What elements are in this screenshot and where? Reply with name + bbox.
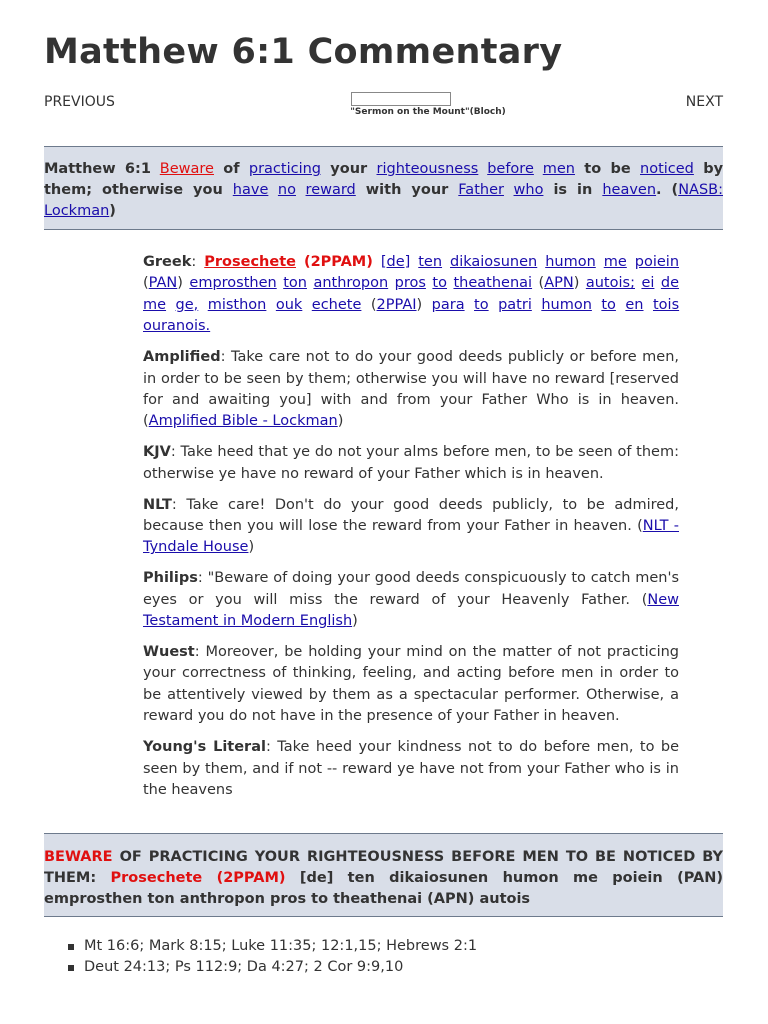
verse-text: ): [109, 203, 116, 219]
greek-word-anthropon[interactable]: anthropon: [313, 275, 389, 292]
list-item: [66, 936, 477, 957]
nlt-source-link[interactable]: NLT - Tyndale House: [143, 517, 679, 556]
greek-word-emprosthen[interactable]: emprosthen: [189, 275, 277, 292]
greek-word-prosechete[interactable]: Prosechete: [204, 254, 296, 270]
next-link[interactable]: NEXT: [685, 94, 723, 110]
word-link-have[interactable]: have: [232, 182, 269, 198]
word-link-righteousness[interactable]: righteousness: [376, 161, 479, 177]
verse-text: . (: [656, 182, 679, 198]
source-link-nasb[interactable]: NASB: Lockman: [44, 182, 723, 219]
amplified-source-link[interactable]: Amplified Bible - Lockman: [148, 413, 338, 430]
greek-word-humon[interactable]: humon: [545, 254, 596, 270]
wuest-label: Wuest: [143, 644, 195, 660]
verse-text: is in: [543, 182, 603, 198]
word-link-reward[interactable]: reward: [305, 182, 356, 198]
youngs-text: : Take heed your kindness not to do before men, to be seen by them, and if not -- reward ye have not from your Father who is in the heavens: [143, 739, 679, 798]
parsing-2ppam: (2PPAM): [303, 254, 373, 270]
bullet-icon: [68, 944, 74, 950]
verse-reference: Matthew 6:1: [44, 161, 151, 177]
paren-close: ): [337, 413, 344, 430]
greek-label: Greek: [143, 254, 192, 270]
word-link-beware[interactable]: Beware: [159, 161, 214, 177]
nlt-text: : Take care! Don't do your good deeds publicly, to be admired, because then you will lose the reward from your Father in heaven. (: [143, 496, 679, 534]
greek-word-to-2[interactable]: to: [474, 296, 489, 313]
wuest-text: : Moreover, be holding your mind on the matter of not practicing your correctness of thinking, feeling, and acting before men in order to be attentively viewed by them as a spectacular performer. Otherwise, a reward you do not have in the presence of your Father in heaven.: [143, 644, 679, 725]
greek-word-to[interactable]: to: [432, 275, 447, 292]
greek-word-patri[interactable]: patri: [498, 296, 532, 313]
reference-text: Deut 24:13; Ps 112:9; Da 4:27; 2 Cor 9:9,10: [84, 959, 404, 975]
greek-word-echete[interactable]: echete: [311, 296, 362, 313]
verse-text: with your: [355, 182, 459, 198]
word-link-heaven[interactable]: heaven: [602, 182, 657, 198]
page-title: Matthew 6:1 Commentary: [44, 32, 563, 72]
parsing-link-pan[interactable]: PAN: [148, 275, 178, 292]
sermon-image-placeholder: [351, 92, 451, 106]
greek-word-ei[interactable]: ei: [641, 275, 655, 292]
wuest-paragraph: [143, 642, 679, 728]
bullet-icon: [68, 965, 74, 971]
reference-text: Mt 16:6; Mark 8:15; Luke 11:35; 12:1,15; Hebrews 2:1: [84, 938, 478, 954]
word-link-no[interactable]: no: [277, 182, 296, 198]
greek-word-autois[interactable]: autois;: [585, 275, 635, 292]
youngs-label: Young's Literal: [143, 739, 266, 756]
verse-text: of: [213, 161, 249, 177]
parsing-link-apn[interactable]: APN: [544, 275, 574, 292]
heading-greek-prosechete: Prosechete (2PPAM): [110, 870, 286, 886]
section-heading: [44, 833, 723, 917]
greek-word-to-3[interactable]: to: [601, 296, 616, 313]
greek-word-me-2[interactable]: me: [143, 296, 167, 313]
greek-word-ouranois[interactable]: ouranois.: [143, 318, 211, 335]
greek-word-tois[interactable]: tois: [652, 296, 680, 313]
greek-word-ten[interactable]: ten: [418, 254, 443, 270]
amplified-label: Amplified: [143, 349, 221, 366]
word-link-before[interactable]: before: [487, 161, 534, 177]
greek-word-para[interactable]: para: [431, 296, 465, 313]
list-item: [66, 957, 477, 978]
greek-word-poiein[interactable]: poiein: [634, 254, 680, 270]
paren-close: ): [352, 613, 358, 630]
youngs-paragraph: [143, 737, 679, 801]
translations-section: [143, 252, 679, 811]
nlt-paragraph: [143, 495, 679, 559]
amplified-text: : Take care not to do your good deeds publicly or before men, in order to be seen by them; otherwise you will have no reward [reserved for and awaiting you] with and from your Father Who is in heaven. (: [143, 349, 679, 430]
philips-paragraph: [143, 568, 679, 632]
word-link-who[interactable]: who: [513, 182, 544, 198]
verse-box: [44, 146, 723, 230]
kjv-label: KJV: [143, 444, 171, 461]
greek-word-de[interactable]: [de]: [380, 254, 411, 270]
amplified-paragraph: [143, 347, 679, 433]
greek-word-dikaiosunen[interactable]: dikaiosunen: [450, 254, 538, 270]
word-link-men[interactable]: men: [542, 161, 575, 177]
greek-word-ge[interactable]: ge,: [175, 296, 199, 313]
greek-word-ton[interactable]: ton: [283, 275, 307, 292]
philips-text: : "Beware of doing your good deeds conspicuously to catch men's eyes or you will miss the reward of your Heavenly Father. (: [143, 570, 679, 608]
philips-label: Philips: [143, 570, 198, 587]
heading-text: OF PRACTICING YOUR RIGHTEOUSNESS BEFORE MEN TO BE NOTICED BY THEM:: [44, 849, 723, 886]
parsing-link-2ppai[interactable]: 2PPAI: [376, 296, 417, 313]
cross-references-list: [66, 936, 477, 978]
greek-word-de-2[interactable]: de: [660, 275, 680, 292]
greek-word-misthon[interactable]: misthon: [207, 296, 267, 313]
greek-word-pros[interactable]: pros: [394, 275, 426, 292]
sermon-caption: "Sermon on the Mount"(Bloch): [350, 107, 506, 117]
verse-text: your: [321, 161, 377, 177]
kjv-text: : Take heed that ye do not your alms before men, to be seen of them: otherwise ye have no reward of your Father which is in heaven.: [143, 444, 679, 482]
word-link-father[interactable]: Father: [458, 182, 504, 198]
greek-word-me[interactable]: me: [603, 254, 627, 270]
greek-word-theathenai[interactable]: theathenai: [453, 275, 533, 292]
philips-source-link[interactable]: New Testament in Modern English: [143, 591, 679, 630]
word-link-noticed[interactable]: noticed: [640, 161, 694, 177]
heading-greek-text: [de] ten dikaiosunen humon me poiein (PAN) emprosthen ton anthropon pros to theathenai (APN) autois: [44, 870, 723, 907]
paren-close: ): [248, 539, 255, 556]
greek-paragraph: Greek: Prosechete (2PPAM) [de] ten dikaiosunen humon me poiein (PAN) emprosthen ton anthropon pros to theathenai (APN) autois; ei de me ge, misthon ouk echete (2PPAI) para to patri humon to en tois ouranois.: [143, 254, 680, 335]
heading-beware: BEWARE: [44, 849, 113, 865]
verse-text: by them; otherwise you: [44, 161, 724, 198]
kjv-paragraph: [143, 442, 679, 485]
verse-text: to be: [575, 161, 641, 177]
greek-word-en[interactable]: en: [625, 296, 644, 313]
greek-word-ouk[interactable]: ouk: [275, 296, 303, 313]
word-link-practicing[interactable]: practicing: [248, 161, 321, 177]
greek-word-humon-2[interactable]: humon: [541, 296, 592, 313]
nlt-label: NLT: [143, 496, 172, 513]
previous-link[interactable]: PREVIOUS: [44, 94, 115, 110]
